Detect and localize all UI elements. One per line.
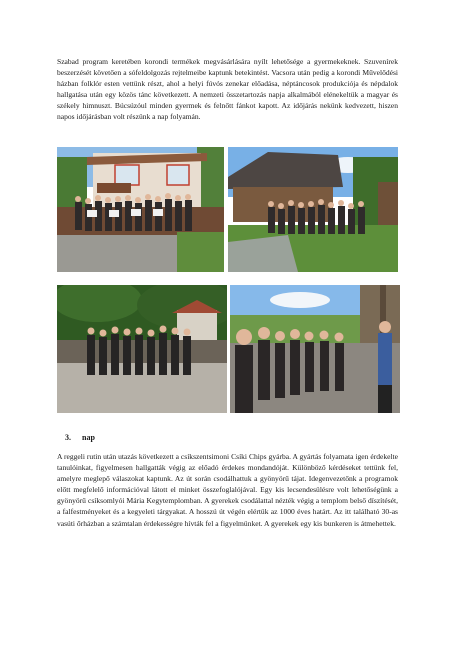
intro-paragraph: Szabad program keretében korondi termékek megvásárlására nyílt lehetősége a gyermekeknek. Szuvenírek beszerzését követően a sófeldolgozás rejtelmeibe kaptunk betekintést. Vacsora után pedig a korondi Művelődési házban folklór esten vettünk részt, ahol a helyi fúvós zenekar előadása, néptáncosok produkciója és népdalok hallgatása után egy közös tánc következett. A nemzeti összetartozás napja alkalmából elénekeltük a magyar és székely himnuszt. Búcsúzóul minden gyermek és felnőtt fánkot kapott. Az időjárás nekünk kedvezett, hiszen napos időjárásban volt részünk a nap folyamán. — [57, 57, 398, 122]
section-heading — [65, 433, 95, 442]
section-number: 3. — [65, 433, 71, 442]
photo-group-house — [57, 147, 224, 272]
photo-group-wooden-house — [228, 147, 398, 272]
photo-group-listening — [230, 285, 400, 413]
section-title: nap — [82, 433, 95, 442]
photo-group-trees — [57, 285, 227, 413]
section-paragraph: A reggeli rutin után utazás következett a csíkszentsimoni Csíki Chips gyárba. A gyártás folyamata igen érdekelte tanulóinkat, figyelmesen hallgatták végig az előadó érdekes mondandóját. Különböző kérdéseket tettünk fel, amelyre meglepő válaszokat kaptunk. Az út során csodálhattuk a gyönyörű tájat. Idegenvezetőnk a programok előtt megfelelő információval látott el minket összefoglalójával. Egy kis lecsendesülésre volt lehetőségünk a gyönyörű csíksomlyói Mária Kegytemplomban. A gyerekek csodálattal nézték végig a templom belső díszítését, a falfestményeket és a kegyeleti tárgyakat. A hosszú út végén elértük az 1000 éves határt. Az itt található 30-as vasúti őrházban a számtalan érdekességre hívták fel a figyelmünket. A gyerekek egy kis bunkeren is átmehettek. — [57, 452, 398, 528]
